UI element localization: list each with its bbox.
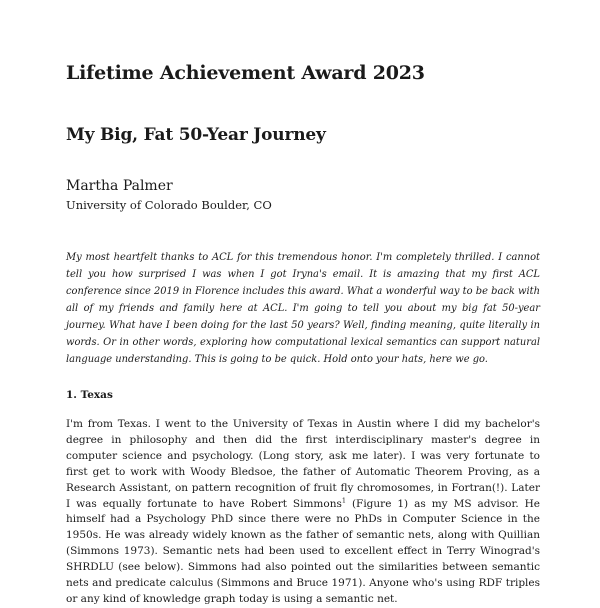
section-heading: 1. Texas xyxy=(66,389,113,401)
body-text-part-2: (Figure 1) as my MS advisor. He himself had a Psychology PhD since there were no PhDs in Computer Science in the 1950s. He was already widely known as the father of semantic nets, along with Quillian (Simmons 1973). Semantic nets had been used to excellent effect in Terry Winograd's SHRDLU (see below). Simmons had also pointed out the similarities between semantic nets and predicate calculus (Simmons and Bruce 1971). Anyone who's using RDF triples or any kind of knowledge graph today is using a semantic net. xyxy=(66,497,540,605)
footnote-marker[interactable]: 1 xyxy=(341,496,346,505)
paper-title: Lifetime Achievement Award 2023 xyxy=(66,62,425,84)
abstract: My most heartfelt thanks to ACL for this tremendous honor. I'm completely thrilled. I cannot tell you how surprised I was when I got Iryna's email. It is amazing that my first ACL conference since 2019 in Florence includes this award. What a wonderful way to be back with all of my friends and family here at ACL. I'm going to tell you about my big fat 50-year journey. What have I been doing for the last 50 years? Well, finding meaning, quite literally in words. Or in other words, exploring how computational lexical semantics can support natural language understanding. This is going to be quick. Hold onto your hats, here we go. xyxy=(66,252,540,365)
body-paragraph xyxy=(66,417,540,608)
author-name: Martha Palmer xyxy=(66,178,173,194)
paper-subtitle: My Big, Fat 50-Year Journey xyxy=(66,125,326,145)
body-text-part-1: I'm from Texas. I went to the University of Texas in Austin where I did my bachelor's degree in philosophy and then did the first interdisciplinary master's degree in computer science and psychology. (Long story, ask me later). I was very fortunate to first get to work with Woody Bledsoe, the father of Automatic Theorem Proving, as a Research Assistant, on pattern recognition of fruit fly chromosomes, in Fortran(!). Later I was equally fortunate to have Robert Simmons xyxy=(66,418,540,510)
author-affiliation: University of Colorado Boulder, CO xyxy=(66,198,272,212)
